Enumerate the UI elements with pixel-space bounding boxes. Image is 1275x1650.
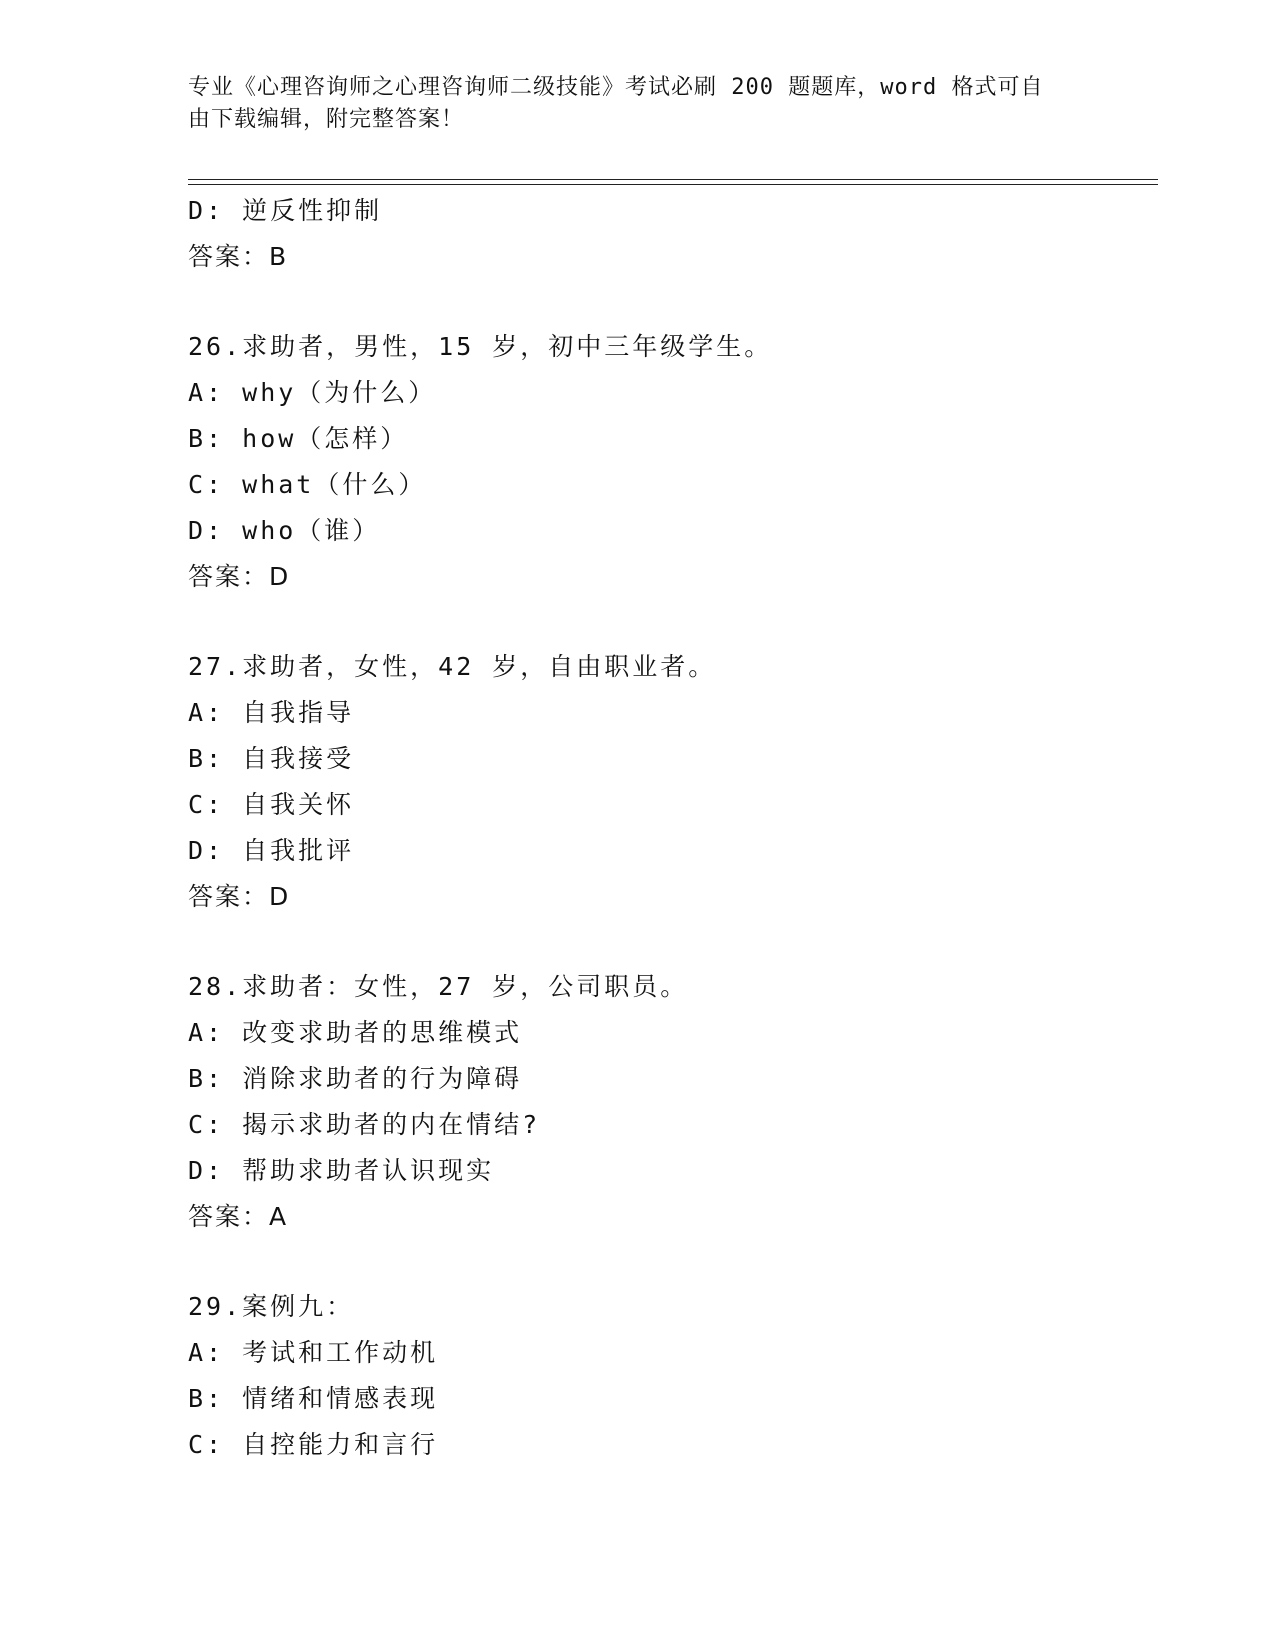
option-a: A: 自我指导	[188, 698, 355, 727]
option-c: C: 自控能力和言行	[188, 1430, 439, 1459]
option-b: B: 自我接受	[188, 744, 355, 773]
block-spacer	[188, 1240, 1188, 1284]
option-c: C: 自我关怀	[188, 790, 355, 819]
option-d: D: 自我批评	[188, 836, 355, 865]
question-stem: 27.求助者，女性，42 岁，自由职业者。	[188, 652, 717, 681]
answer-line: 答案：D	[188, 562, 291, 591]
answer-line: 答案：A	[188, 1202, 289, 1231]
question-block-27	[188, 644, 1188, 920]
block-spacer	[188, 280, 1188, 324]
question-stem: 29.案例九：	[188, 1292, 355, 1321]
document-header	[188, 72, 1088, 136]
header-line-1: 专业《心理咨询师之心理咨询师二级技能》考试必刷 200 题题库，word 格式可自	[188, 75, 1044, 100]
block-spacer	[188, 600, 1188, 644]
question-block-28	[188, 964, 1188, 1240]
answer-line: 答案：B	[188, 242, 289, 271]
question-block-29	[188, 1284, 1188, 1468]
block-spacer	[188, 920, 1188, 964]
option-a: A: 考试和工作动机	[188, 1338, 439, 1367]
question-stem: 26.求助者，男性，15 岁，初中三年级学生。	[188, 332, 773, 361]
header-line-2: 由下载编辑，附完整答案！	[188, 107, 465, 132]
option-d: D: 逆反性抑制	[188, 196, 383, 225]
option-d: D: 帮助求助者认识现实	[188, 1156, 495, 1185]
option-a: A: why（为什么）	[188, 378, 437, 407]
header-divider-bottom	[188, 184, 1158, 185]
question-list	[188, 188, 1188, 1468]
option-c: C: what（什么）	[188, 470, 427, 499]
option-c: C: 揭示求助者的内在情结?	[188, 1110, 541, 1139]
question-block-25-tail	[188, 188, 1188, 280]
option-b: B: how（怎样）	[188, 424, 409, 453]
option-d: D: who（谁）	[188, 516, 381, 545]
question-stem: 28.求助者：女性，27 岁，公司职员。	[188, 972, 689, 1001]
option-b: B: 消除求助者的行为障碍	[188, 1064, 523, 1093]
question-block-26	[188, 324, 1188, 600]
option-b: B: 情绪和情感表现	[188, 1384, 439, 1413]
header-divider-top	[188, 179, 1158, 180]
option-a: A: 改变求助者的思维模式	[188, 1018, 523, 1047]
answer-line: 答案：D	[188, 882, 291, 911]
